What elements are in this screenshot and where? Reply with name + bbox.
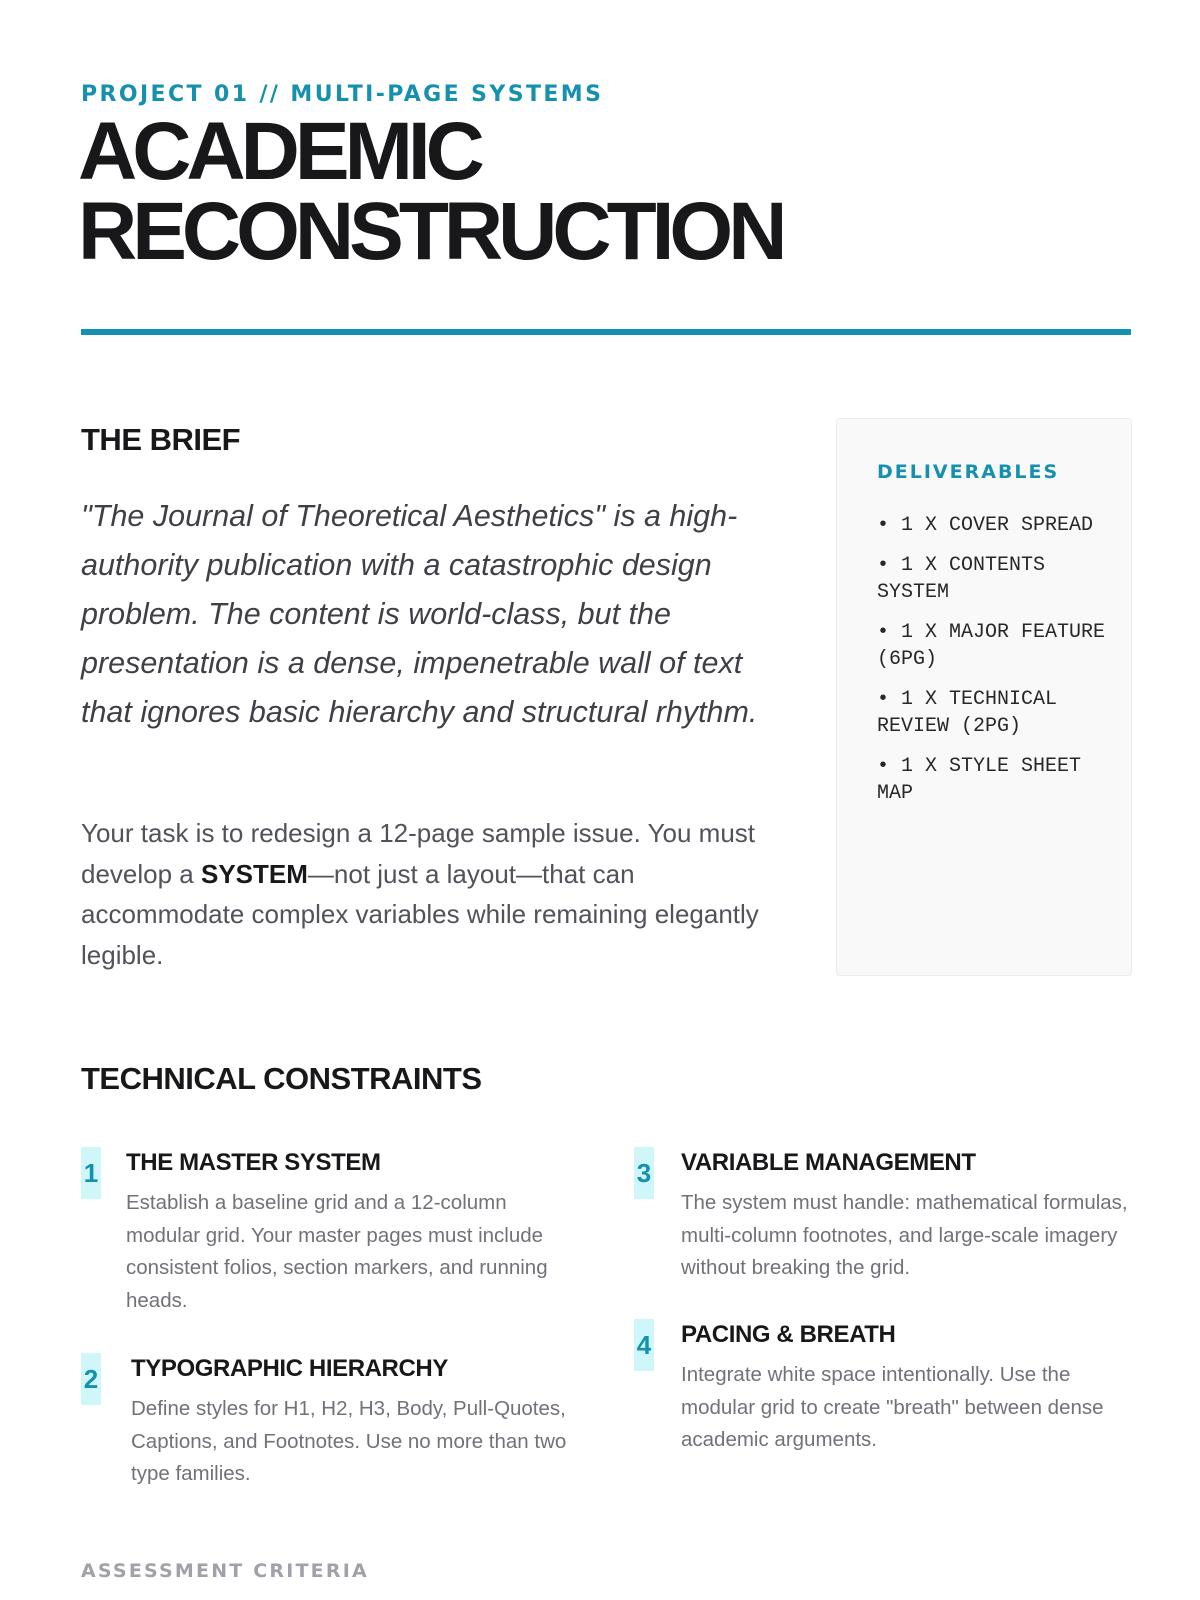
constraint-description: Establish a baseline grid and a 12-column modular grid. Your master pages must include consistent folios, section markers, and running heads.: [126, 1191, 548, 1312]
technical-constraints-heading: TECHNICAL CONSTRAINTS: [81, 1061, 482, 1096]
deliverables-list: [877, 512, 1107, 820]
deliverable-item: • 1 X COVER SPREAD: [877, 514, 1094, 537]
constraint-title: TYPOGRAPHIC HIERARCHY: [131, 1355, 448, 1382]
assessment-criteria-label: ASSESSMENT CRITERIA: [81, 1560, 369, 1582]
constraint-description: Integrate white space intentionally. Use the modular grid to create "breath" between dense academic arguments.: [681, 1363, 1104, 1451]
constraint-title: THE MASTER SYSTEM: [126, 1149, 381, 1176]
brief-heading: THE BRIEF: [81, 422, 241, 457]
title-line-1: ACADEMIC: [78, 106, 480, 197]
deliverables-title: DELIVERABLES: [877, 461, 1060, 483]
constraint-number-badge: 4: [634, 1319, 654, 1371]
constraint-number-badge: 2: [81, 1353, 101, 1405]
deliverable-item: • 1 X CONTENTS SYSTEM: [877, 554, 1046, 604]
constraint-number-badge: 1: [81, 1147, 101, 1199]
constraint-number-badge: 3: [634, 1147, 654, 1199]
constraint-title: VARIABLE MANAGEMENT: [681, 1149, 976, 1176]
page-title: [78, 106, 783, 277]
brief-body-start: Your task is to redesign a 12-page sample issue. You must develop a: [81, 818, 756, 889]
project-eyebrow: PROJECT 01 // MULTI-PAGE SYSTEMS: [81, 82, 604, 107]
constraint-description: The system must handle: mathematical formulas, multi-column footnotes, and large-scale imagery without breaking the grid.: [681, 1191, 1128, 1279]
brief-quote: "The Journal of Theoretical Aesthetics" is a high-authority publication with a catastrophic design problem. The content is world-class, but the presentation is a dense, impenetrable wall of text that ignores basic hierarchy and structural rhythm.: [81, 499, 758, 729]
title-line-2: RECONSTRUCTION: [78, 186, 783, 277]
constraint-description: Define styles for H1, H2, H3, Body, Pull-Quotes, Captions, and Footnotes. Use no more than two type families.: [131, 1397, 567, 1485]
deliverable-item: • 1 X TECHNICAL REVIEW (2PG): [877, 688, 1058, 738]
brief-body-end: —not just a layout—that can accommodate complex variables while remaining elegantly legible.: [81, 858, 759, 970]
header-divider: [81, 329, 1131, 335]
deliverable-item: • 1 X STYLE SHEET MAP: [877, 755, 1082, 805]
brief-body: [81, 813, 771, 975]
deliverables-panel: [836, 418, 1132, 976]
deliverable-item: • 1 X MAJOR FEATURE (6PG): [877, 621, 1106, 671]
brief-body-emphasis: SYSTEM: [200, 858, 308, 889]
constraint-title: PACING & BREATH: [681, 1321, 896, 1348]
